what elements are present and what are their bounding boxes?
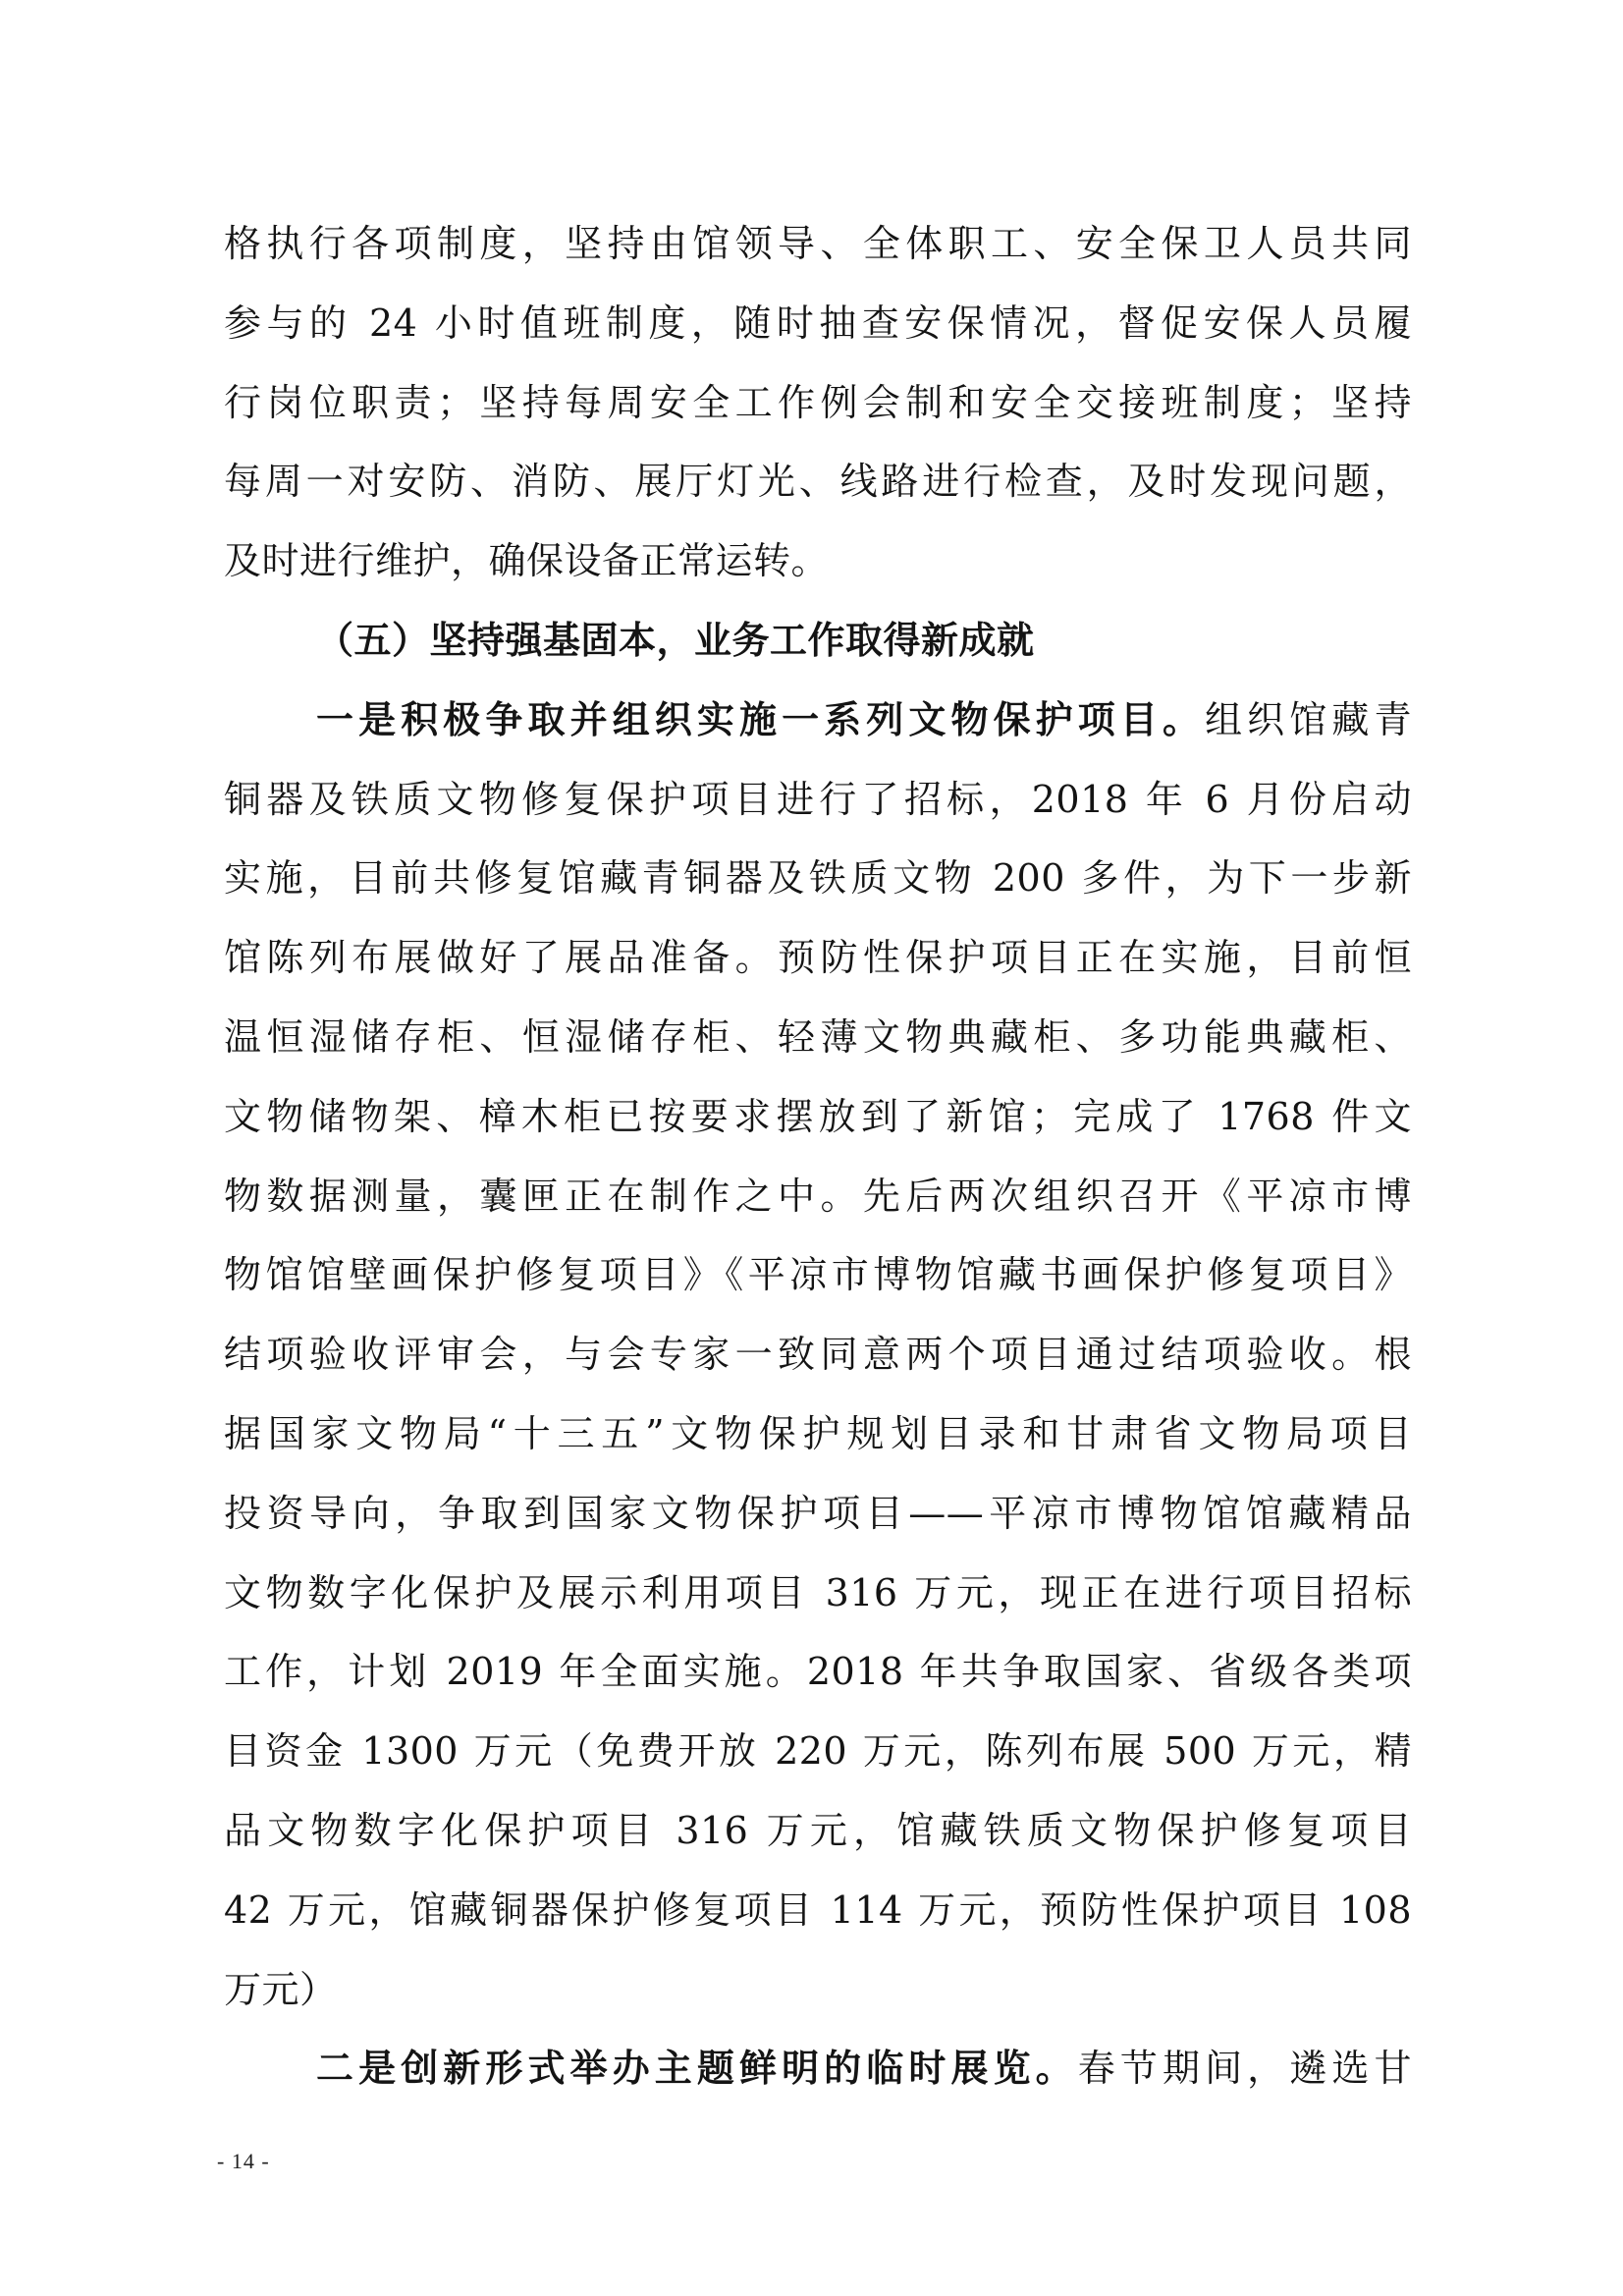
paragraph-lead: 一是积极争取并组织实施一系列文物保护项目。 (316, 696, 1206, 741)
text-line: 温恒湿储存柜、恒湿储存柜、轻薄文物典藏柜、多功能典藏柜、 (224, 1014, 1412, 1059)
paragraph-first-line (224, 2029, 1412, 2108)
text-line: 42 万元，馆藏铜器保护修复项目 114 万元，预防性保护项目 108 (224, 1887, 1412, 1932)
text-line: 结项验收评审会，与会专家一致同意两个项目通过结项验收。根 (224, 1333, 1412, 1377)
text-line: 实施，目前共修复馆藏青铜器及铁质文物 200 多件，为下一步新 (224, 856, 1412, 901)
text-line: 每周一对安防、消防、展厅灯光、线路进行检查，及时发现问题， (224, 460, 1412, 504)
body-text (224, 204, 1412, 2108)
text-line: 参与的 24 小时值班制度，随时抽查安保情况，督促安保人员履 (224, 301, 1412, 345)
text-fragment: 春节期间，遴选甘 (1077, 2047, 1412, 2091)
text-line: 物数据测量，囊匣正在制作之中。先后两次组织召开《平凉市博 (224, 1174, 1412, 1218)
paragraph-lead: 二是创新形式举办主题鲜明的临时展览。 (316, 2046, 1078, 2091)
text-line: 文物数字化保护及展示利用项目 316 万元，现正在进行项目招标 (224, 1570, 1412, 1614)
text-line: 格执行各项制度，坚持由馆领导、全体职工、安全保卫人员共同 (224, 222, 1412, 265)
text-line: 目资金 1300 万元（免费开放 220 万元，陈列布展 500 万元，精 (224, 1729, 1412, 1774)
paragraph-first-line (224, 681, 1412, 760)
page-number: - 14 - (217, 2149, 270, 2173)
text-line: 投资导向，争取到国家文物保护项目——平凉市博物馆馆藏精品 (224, 1491, 1412, 1535)
text-line: 行岗位职责；坚持每周安全工作例会制和安全交接班制度；坚持 (224, 380, 1412, 424)
text-line: 万元） (224, 1967, 338, 2011)
text-line: 据国家文物局“十三五”文物保护规划目录和甘肃省文物局项目 (224, 1411, 1412, 1455)
text-line: 及时进行维护，确保设备正常运转。 (224, 539, 830, 583)
text-line: 馆陈列布展做好了展品准备。预防性保护项目正在实施，目前恒 (224, 936, 1412, 980)
text-fragment: 组织馆藏青 (1205, 697, 1412, 741)
text-line: 文物储物架、樟木柜已按要求摆放到了新馆；完成了 1768 件文 (224, 1094, 1412, 1138)
text-line: 铜器及铁质文物修复保护项目进行了招标，2018 年 6 月份启动 (224, 777, 1412, 821)
text-line: 工作，计划 2019 年全面实施。2018 年共争取国家、省级各类项 (224, 1650, 1412, 1694)
text-line: 物馆馆壁画保护修复项目》《平凉市博物馆藏书画保护修复项目》 (224, 1253, 1412, 1297)
section-heading: （五）坚持强基固本，业务工作取得新成就 (316, 617, 1035, 662)
text-line: 品文物数字化保护项目 316 万元，馆藏铁质文物保护修复项目 (224, 1808, 1412, 1852)
